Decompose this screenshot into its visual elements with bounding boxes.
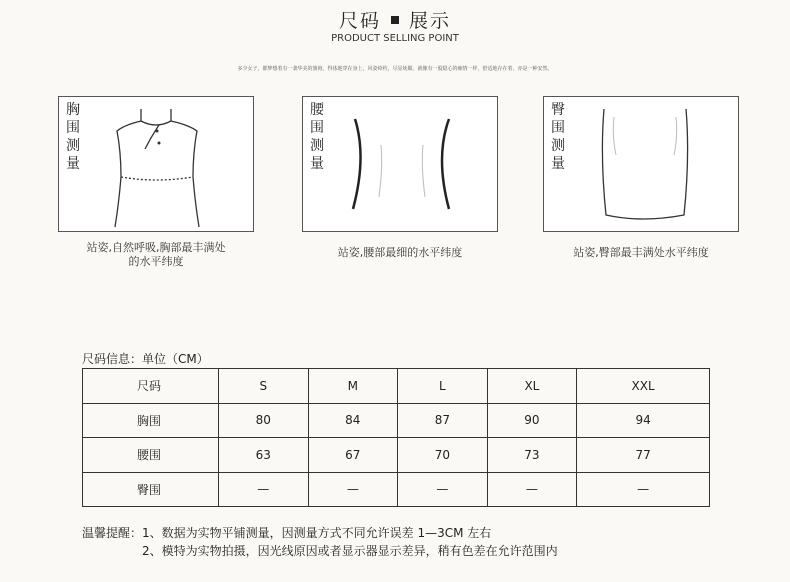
table-row — [83, 403, 710, 438]
waist-measure-card — [302, 96, 498, 232]
title-separator-square — [391, 16, 399, 24]
table-cell: 90 — [487, 403, 577, 438]
qipao-top-illustration — [59, 97, 255, 233]
chest-measure-card — [58, 96, 254, 232]
table-header-row — [83, 369, 710, 404]
note-line-1: 温馨提醒：1、数据为实物平铺测量，因测量方式不同允许误差 1—3CM 左右 — [82, 526, 492, 540]
table-cell: XL — [487, 369, 577, 404]
table-cell: 臀围 — [83, 472, 219, 507]
chest-caption: 站姿,自然呼吸,胸部最丰满处 的水平纬度 — [86, 241, 226, 268]
table-cell: L — [398, 369, 488, 404]
table-cell: 尺码 — [83, 369, 219, 404]
table-cell: 63 — [219, 438, 309, 473]
table-row — [83, 472, 710, 507]
waist-measure-label: 腰 围 测 量 — [310, 102, 324, 172]
chest-measure-label: 胸 围 测 量 — [66, 102, 80, 172]
waist-illustration — [303, 97, 499, 233]
table-cell: 87 — [398, 403, 488, 438]
table-cell: M — [308, 369, 398, 404]
table-cell: 80 — [219, 403, 309, 438]
table-cell: — — [487, 472, 577, 507]
page-title — [0, 6, 790, 33]
table-cell: 67 — [308, 438, 398, 473]
table-cell: 77 — [577, 438, 710, 473]
hip-caption: 站姿,臀部最丰满处水平纬度 — [573, 246, 709, 259]
tagline: 多少女子，都梦想着有一袭华美的旗袍，得体地穿在身上，风姿绰约，尽显妩媚。就像有一股隐心的痴情一样，舒适地存在着，亦是一种安然。 — [237, 66, 553, 72]
table-cell: — — [308, 472, 398, 507]
table-cell: XXL — [577, 369, 710, 404]
table-cell: — — [577, 472, 710, 507]
table-row — [83, 438, 710, 473]
skirt-illustration — [544, 97, 740, 233]
notes — [82, 524, 558, 560]
table-cell: S — [219, 369, 309, 404]
hip-measure-card — [543, 96, 739, 232]
title-right: 展示 — [409, 10, 452, 32]
title-left: 尺码 — [338, 10, 381, 32]
table-cell: — — [219, 472, 309, 507]
table-cell: 84 — [308, 403, 398, 438]
table-cell: 腰围 — [83, 438, 219, 473]
table-cell: — — [398, 472, 488, 507]
size-table — [82, 368, 710, 507]
hip-measure-label: 臀 围 测 量 — [551, 102, 565, 172]
table-cell: 94 — [577, 403, 710, 438]
size-info-label: 尺码信息：单位（CM） — [82, 352, 209, 366]
table-cell: 70 — [398, 438, 488, 473]
note-line-2: 2、模特为实物拍摄，因光线原因或者显示器显示差异，稍有色差在允许范围内 — [142, 544, 558, 558]
waist-caption: 站姿,腰部最细的水平纬度 — [337, 246, 463, 259]
table-cell: 胸围 — [83, 403, 219, 438]
table-cell: 73 — [487, 438, 577, 473]
page-subtitle: PRODUCT SELLING POINT — [331, 33, 459, 44]
